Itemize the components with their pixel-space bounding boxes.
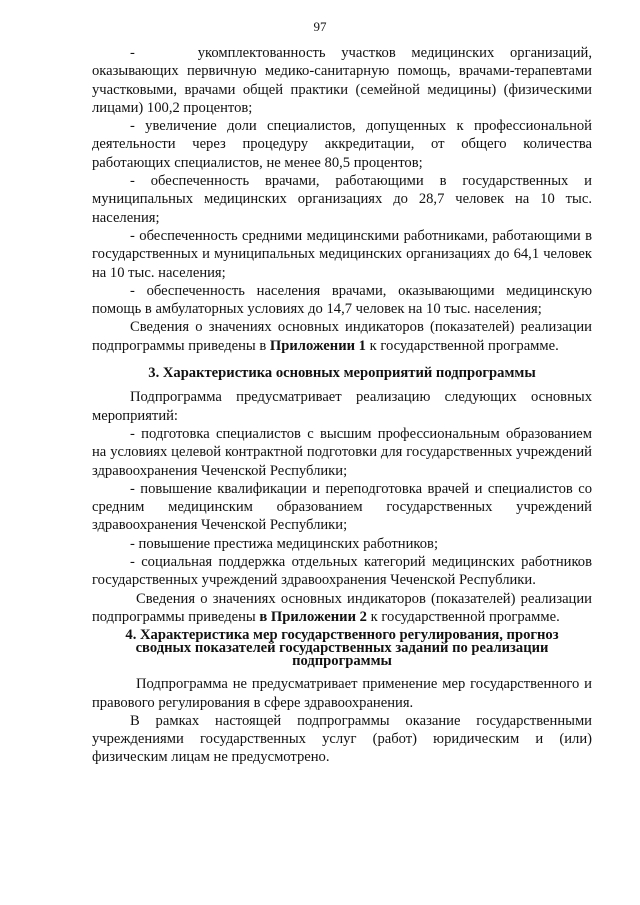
note-text: Сведения о значениях основных индикаторов (показателей) реализации подпрограммы приведены в	[92, 319, 592, 354]
measure-item: - повышение престижа медицинских работников;	[130, 535, 438, 552]
indicators-note-2	[92, 590, 592, 627]
appendix-1-reference: Приложении 1	[269, 337, 366, 354]
note-text: к государственной программе.	[365, 337, 559, 354]
intro-item: - обеспеченность средними медицинскими работниками, работающими в государственных и муниципальных медицинских организациях до 64,1 человек на 10 тыс. населения;	[92, 227, 592, 281]
note-text: к государственной программе.	[366, 608, 560, 625]
intro-item: - обеспеченность врачами, работающими в государственных и муниципальных медицинских организациях до 28,7 человек на 10 тыс. населения;	[92, 173, 592, 226]
intro-item: - обеспеченность населения врачами, оказывающими медицинскую помощь в амбулаторных условиях до 14,7 человек на 10 тыс. населения;	[92, 282, 592, 318]
section-4-heading-line: 4. Характеристика мер государственного регулирования, прогноз	[125, 627, 559, 644]
document-body	[92, 44, 592, 767]
section-4-heading	[92, 629, 592, 668]
section-4-paragraph: В рамках настоящей подпрограммы оказание государственными учреждениями государственных услуг (работ) юридическим и (или) физическим лицам не предусмотрено.	[92, 712, 592, 766]
intro-item: - укомплектованность участков медицинских организаций, оказывающих первичную медико-санитарную помощь, врачами-терапевтами участковыми, врачами общей практики (семейной медицины) (физическими лицами) 100,2 процентов;	[92, 45, 592, 116]
intro-item: - увеличение доли специалистов, допущенных к профессиональной деятельности через процедуру аккредитации, от общего количества работающих специалистов, не менее 80,5 процентов;	[92, 118, 592, 171]
note-text: Сведения о значениях основных индикаторов (показателей) реализации подпрограммы приведены	[92, 590, 592, 625]
page-number: 97	[313, 19, 327, 34]
indicators-note-1	[92, 318, 592, 355]
section-3-heading: 3. Характеристика основных мероприятий подпрограммы	[148, 365, 536, 382]
measure-item: - подготовка специалистов с высшим профессиональным образованием на условиях целевой контрактной подготовки для государственных учреждений здравоохранения Чеченской Республики;	[92, 425, 592, 479]
measure-item: - повышение квалификации и переподготовка врачей и специалистов со средним медицинским образованием государственных учреждений здравоохранения Чеченской Республики;	[92, 480, 592, 534]
section-4-paragraph: Подпрограмма не предусматривает применение мер государственного и правового регулирования в сфере здравоохранения.	[92, 676, 592, 711]
section-4-heading-line: подпрограммы	[292, 653, 392, 670]
appendix-2-reference: в Приложении 2	[259, 608, 367, 625]
measure-item: - социальная поддержка отдельных категорий медицинских работников государственных учреждений здравоохранения Чеченской Республики.	[92, 554, 592, 589]
section-4-heading-line: сводных показателей государственных заданий по реализации	[135, 640, 549, 657]
section-3-intro: Подпрограмма предусматривает реализацию следующих основных мероприятий:	[92, 389, 592, 424]
